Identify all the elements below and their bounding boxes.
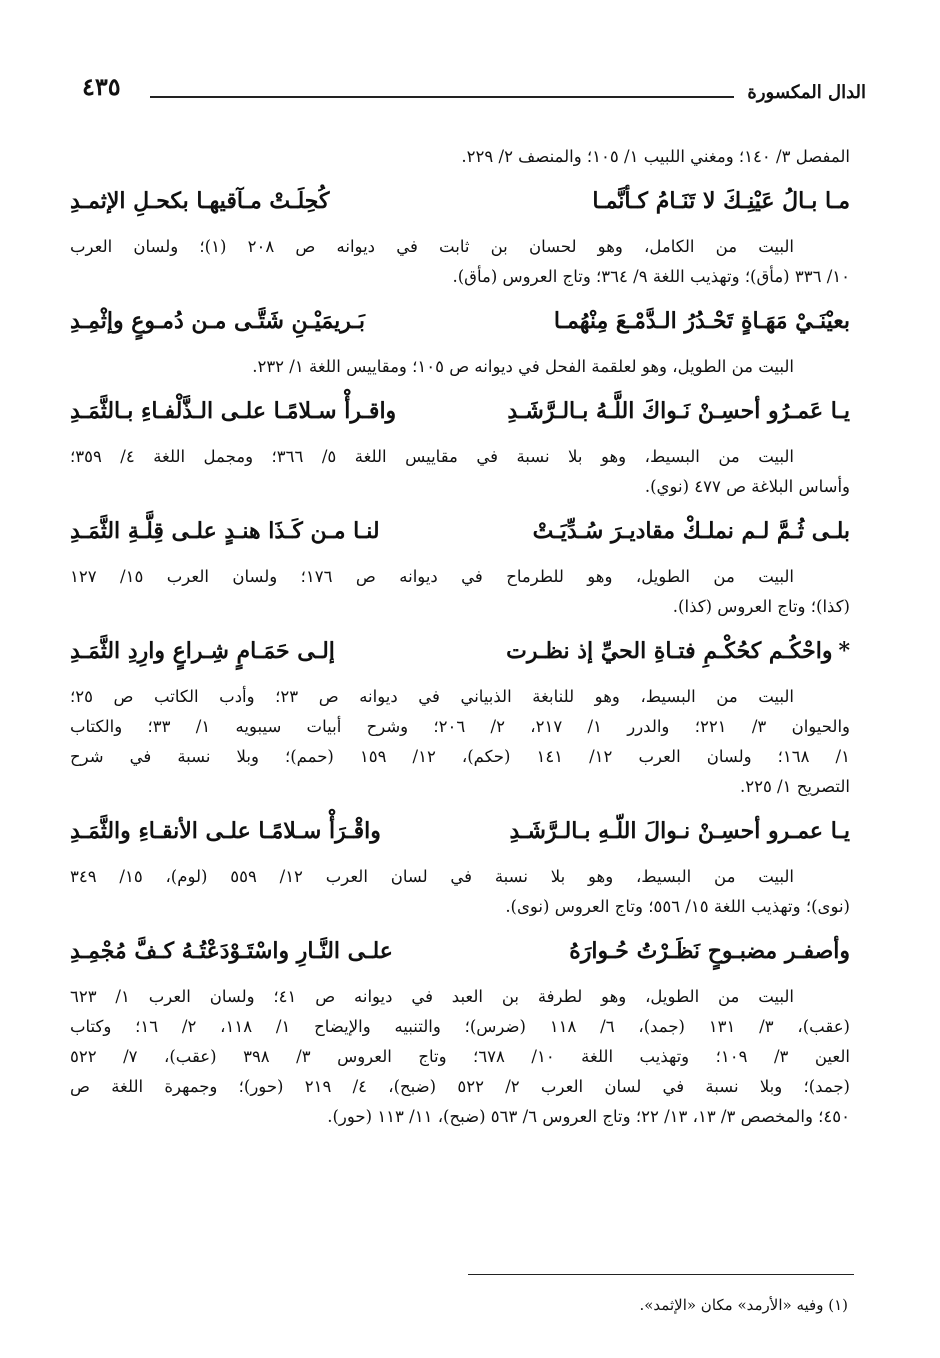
verse-second-hemistich: واقـرأْ سـلامًـا علـى الـذَّلْفـاءِ بـالثَّمَـدِ xyxy=(70,398,397,424)
commentary-line: البيت من البسيط، وهو بلا نسبة في مقاييس اللغة ٥/ ٣٦٦؛ ومجمل اللغة ٤/ ٣٥٩؛ xyxy=(70,447,794,466)
commentary-line: البيت من البسيط، وهو للنابغة الذبياني في ديوانه ص ٢٣؛ وأدب الكاتب ص ٢٥؛ xyxy=(70,687,795,706)
verse-second-hemistich: علـى النَّـارِ واسْتَـوْدَعْتُـهُ كـفَّ مُجْمِـدِ xyxy=(70,938,393,964)
entry-verse xyxy=(70,626,850,802)
entry-verse xyxy=(70,176,850,292)
entry-continuation xyxy=(70,142,850,172)
entry-verse xyxy=(70,506,850,622)
verse-first-hemistich: بعيْنَـيْ مَهَـاةٍ تَحْـدُرُ الـدَّمْـعَ مِنْهُمـا xyxy=(553,308,850,334)
commentary-line: ١٠/ ٣٣٦ (مأق)؛ وتهذيب اللغة ٩/ ٣٦٤؛ وتاج العروس (مأق). xyxy=(452,267,850,286)
footnote-rule xyxy=(468,1274,854,1275)
verse-line xyxy=(70,386,850,442)
entry-verse xyxy=(70,296,850,382)
asterisk-mark: * xyxy=(838,638,850,664)
commentary-line: التصريح ١/ ٢٢٥. xyxy=(739,777,850,796)
verse-first-hemistich: يـا عَمـرُو أحسِـنْ نَـواكَ اللَّـهُ بـالـرَّشَـدِ xyxy=(507,398,850,424)
commentary-line: البيت من الطويل، وهو لطرفة بن العبد في ديوانه ص ٤١؛ ولسان العرب ١/ ٦٢٣ xyxy=(70,987,794,1006)
commentary-line: البيت من الطويل، وهو للطرماح في ديوانه ص ١٧٦؛ ولسان العرب ١٥/ ١٢٧ xyxy=(70,567,794,586)
commentary-line: (كذا)؛ وتاج العروس (كذا). xyxy=(672,597,850,616)
commentary-line: البيت من البسيط، وهو بلا نسبة في لسان العرب ١٢/ ٥٥٩ (لوم)، ١٥/ ٣٤٩ xyxy=(70,867,794,886)
running-title: الدال المكسورة xyxy=(747,82,866,103)
commentary-line: العين ٣/ ١٠٩؛ وتهذيب اللغة ١٠/ ٦٧٨؛ وتاج العروس ٣/ ٣٩٨ (عقب)، ٧/ ٥٢٢ xyxy=(70,1047,850,1066)
verse-second-hemistich: إلـى حَمَـامٍ شِـراعٍ وارِدِ الثَّمَـدِ xyxy=(70,638,335,664)
verse-line xyxy=(70,806,850,862)
verse-first-hemistich: بلـى ثُـمَّ لـم نملـكْ مقاديـرَ سُـدِّيَـتْ xyxy=(532,518,850,544)
commentary-line: والحيوان ٣/ ٢٢١؛ والدرر ١/ ٢١٧، ٢/ ٢٠٦؛ وشرح أبيات سيبويه ١/ ٣٣؛ والكتاب xyxy=(70,717,850,736)
verse-second-hemistich: بَـريمَيْـنِ شَتَّـى مـن دُمـوعٍ وإثْمِـدِ xyxy=(70,308,365,334)
verse-line xyxy=(70,926,850,982)
verse-line xyxy=(70,506,850,562)
verse-second-hemistich: واقْـرَأْ سـلامًـا علـى الأنقـاءِ والثَّمَـدِ xyxy=(70,818,381,844)
commentary-line: البيت من الكامل، وهو لحسان بن ثابت في ديوانه ص ٢٠٨ (١)؛ ولسان العرب xyxy=(70,237,794,256)
verse-first-hemistich: يـا عمـرو أحسِـنْ نـوالَ اللّـهِ بـالـرَّشَـدِ xyxy=(509,818,850,844)
entry-verse xyxy=(70,386,850,502)
verse-line xyxy=(70,626,850,682)
verse-first-hemistich: مـا بـالُ عَيْنِـكَ لا تَنَـامُ كـأنَّمـا xyxy=(592,188,850,214)
commentary-line: (جمد)؛ وبلا نسبة في لسان العرب ٢/ ٥٢٢ (ضبح)، ٤/ ٢١٩ (حور)؛ وجمهرة اللغة ص xyxy=(70,1077,850,1096)
page-number: ٤٣٥ xyxy=(82,72,121,101)
verse-second-hemistich: لنـا مـن كَـذَا هنـدٍ علـى قِلَّـةِ الثَّمَـدِ xyxy=(70,518,380,544)
commentary-line: (عقب)، ٣/ ١٣١ (جمد)، ٦/ ١١٨ (ضرس)؛ والتنبيه والإيضاح ١/ ١١٨، ٢/ ١٦؛ وكتاب xyxy=(70,1017,850,1036)
commentary-line: وأساس البلاغة ص ٤٧٧ (نوي). xyxy=(644,477,850,496)
verse-first-hemistich xyxy=(506,638,850,664)
entry-verse xyxy=(70,926,850,1132)
page-content xyxy=(70,142,850,1132)
entry-verse xyxy=(70,806,850,922)
verse-first-hemistich: وأصفـر مضبـوحٍ نَظَـرْتُ حُـوارَهُ xyxy=(569,938,850,964)
verse-line xyxy=(70,176,850,232)
verse-second-hemistich: كُحِلَـتْ مـآقيهـا بكحـلِ الإثمـدِ xyxy=(70,188,330,214)
commentary-line: ٤٥٠؛ والمخصص ٣/ ١٣، ١٣/ ٢٢؛ وتاج العروس ٦/ ٥٦٣ (ضبح)، ١١/ ١١٣ (حور). xyxy=(327,1107,850,1126)
commentary-line: (نوى)؛ وتهذيب اللغة ١٥/ ٥٥٦؛ وتاج العروس (نوى). xyxy=(505,897,850,916)
commentary-line: المفصل ٣/ ١٤٠؛ ومغني اللبيب ١/ ١٠٥؛ والمنصف ٢/ ٢٢٩. xyxy=(461,147,850,166)
commentary-line: البيت من الطويل، وهو لعلقمة الفحل في ديوانه ص ١٠٥؛ ومقاييس اللغة ١/ ٢٣٢. xyxy=(252,357,794,376)
page-header xyxy=(82,72,866,108)
commentary-line: ١/ ١٦٨؛ ولسان العرب ١٢/ ١٤١ (حكم)، ١٢/ ١٥٩ (حمم)؛ وبلا نسبة في شرح xyxy=(70,747,850,766)
header-rule xyxy=(150,96,734,98)
footnote: (١) وفيه «الأرمد» مكان «الإثمد». xyxy=(639,1296,848,1314)
verse-first-hemistich-text: واحْكُـم كحُكْـمِ فتـاةِ الحيِّ إذ نظـرت xyxy=(506,638,833,664)
verse-line xyxy=(70,296,850,352)
